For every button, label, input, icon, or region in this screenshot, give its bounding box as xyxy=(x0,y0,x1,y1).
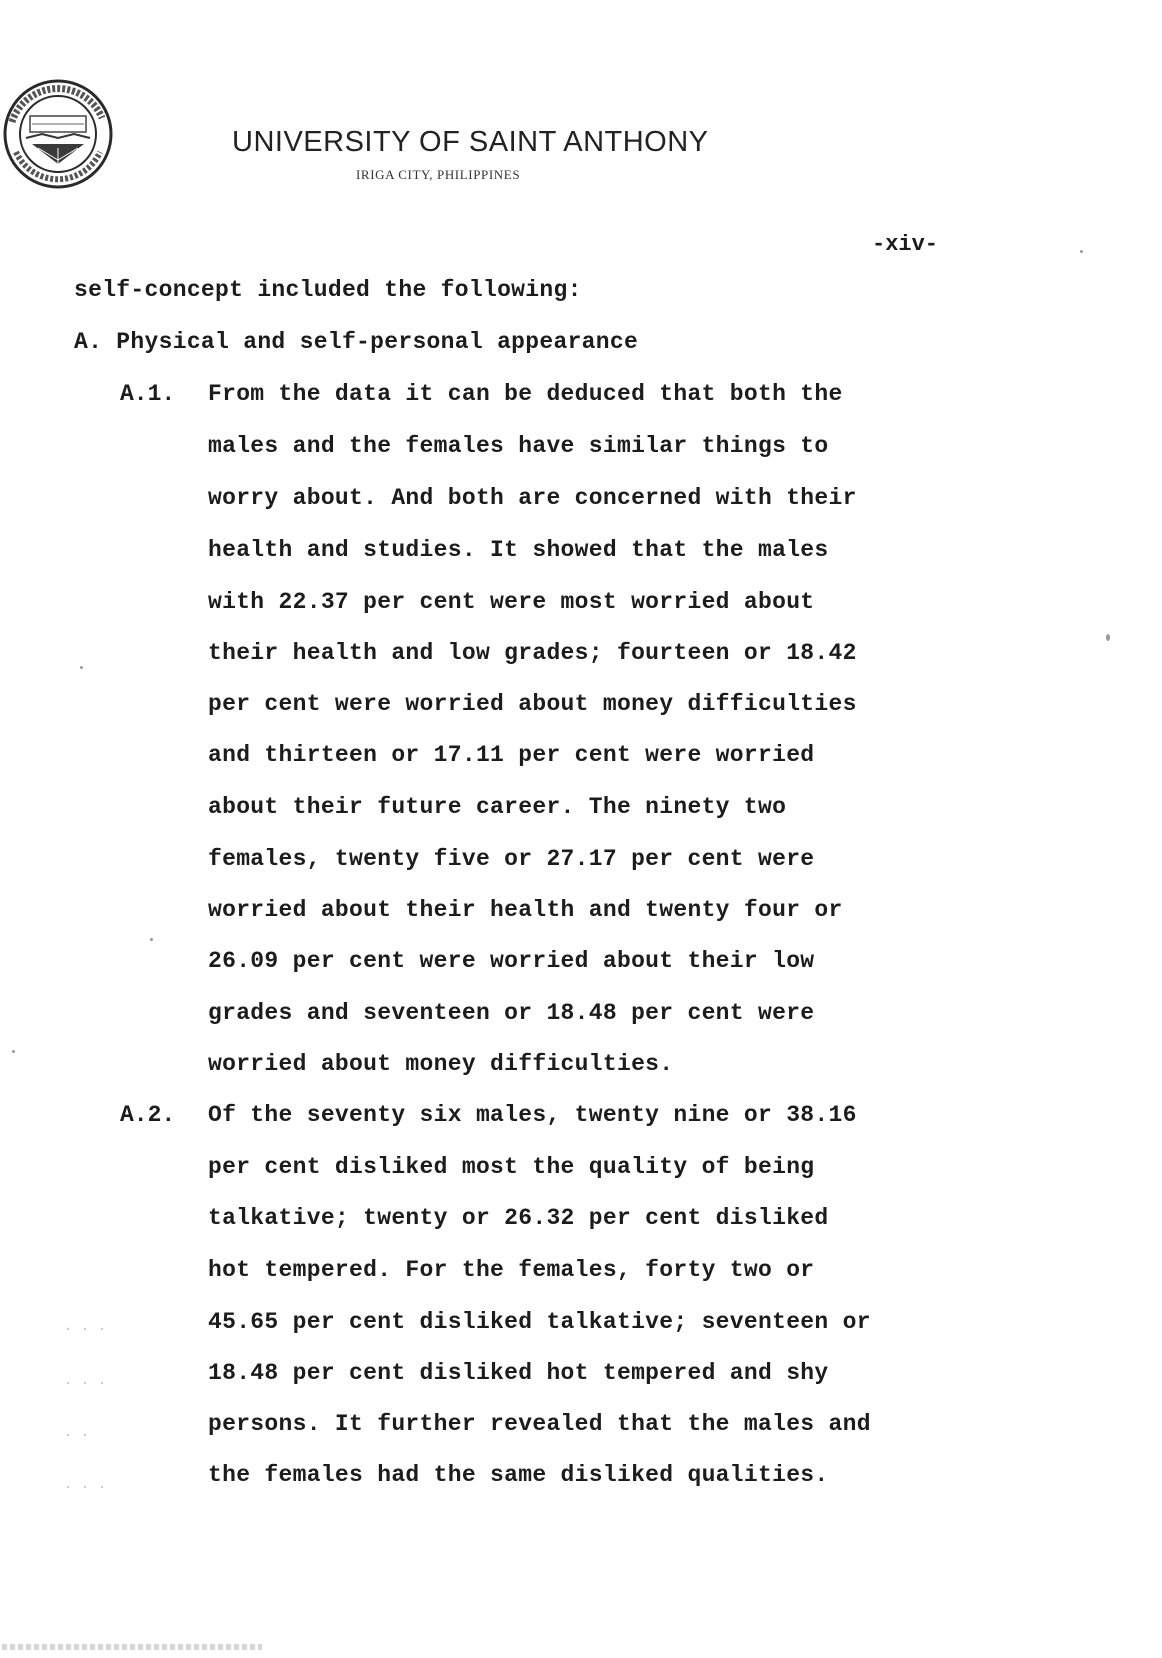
paragraph-line: 18.48 per cent disliked hot tempered and shy xyxy=(208,1360,829,1386)
scan-speck xyxy=(1106,634,1110,641)
paragraph-line: with 22.37 per cent were most worried about xyxy=(208,589,815,615)
paragraph-line: per cent disliked most the quality of being xyxy=(208,1154,815,1180)
paragraph-line: persons. It further revealed that the males and xyxy=(208,1411,871,1437)
scan-speck xyxy=(150,938,153,941)
paragraph-line: females, twenty five or 27.17 per cent were xyxy=(208,846,815,872)
paragraph-line: and thirteen or 17.11 per cent were worried xyxy=(208,742,815,768)
paragraph-line: worried about their health and twenty four or xyxy=(208,897,843,923)
scan-footer-strip xyxy=(2,1644,262,1650)
paragraph-line: worried about money difficulties. xyxy=(208,1051,674,1077)
item-marker-a2: A.2. xyxy=(120,1102,176,1128)
margin-bleed-text: · · · xyxy=(64,1480,107,1496)
paragraph-line: the females had the same disliked qualities. xyxy=(208,1462,829,1488)
paragraph-line: From the data it can be deduced that both the xyxy=(208,381,843,407)
paragraph-line: 45.65 per cent disliked talkative; seventeen or xyxy=(208,1309,871,1335)
paragraph-line: talkative; twenty or 26.32 per cent disliked xyxy=(208,1205,829,1231)
intro-line: self-concept included the following: xyxy=(74,277,582,303)
paragraph-line: hot tempered. For the females, forty two or xyxy=(208,1257,815,1283)
paragraph-line: Of the seventy six males, twenty nine or 38.16 xyxy=(208,1102,857,1128)
paragraph-line: health and studies. It showed that the males xyxy=(208,537,829,563)
paragraph-line: males and the females have similar things to xyxy=(208,433,829,459)
paragraph-line: per cent were worried about money difficulties xyxy=(208,691,857,717)
university-name: UNIVERSITY OF SAINT ANTHONY xyxy=(232,126,709,158)
university-seal-icon xyxy=(2,78,114,190)
paragraph-line: worry about. And both are concerned with their xyxy=(208,485,857,511)
paragraph-line: grades and seventeen or 18.48 per cent were xyxy=(208,1000,815,1026)
scan-speck xyxy=(80,666,83,669)
section-heading: A. Physical and self-personal appearance xyxy=(74,329,639,355)
university-location: IRIGA CITY, PHILIPPINES xyxy=(356,167,521,182)
paragraph-line: about their future career. The ninety two xyxy=(208,794,787,820)
margin-bleed-text: · · xyxy=(64,1428,90,1444)
page-number: -xiv- xyxy=(872,232,939,257)
scan-speck xyxy=(12,1050,15,1053)
paragraph-line: 26.09 per cent were worried about their low xyxy=(208,948,815,974)
margin-bleed-text: · · · xyxy=(64,1376,107,1392)
item-marker-a1: A.1. xyxy=(120,381,176,407)
scan-speck xyxy=(1080,250,1083,253)
margin-bleed-text: · · · xyxy=(64,1322,107,1338)
paragraph-line: their health and low grades; fourteen or 18.42 xyxy=(208,640,857,666)
